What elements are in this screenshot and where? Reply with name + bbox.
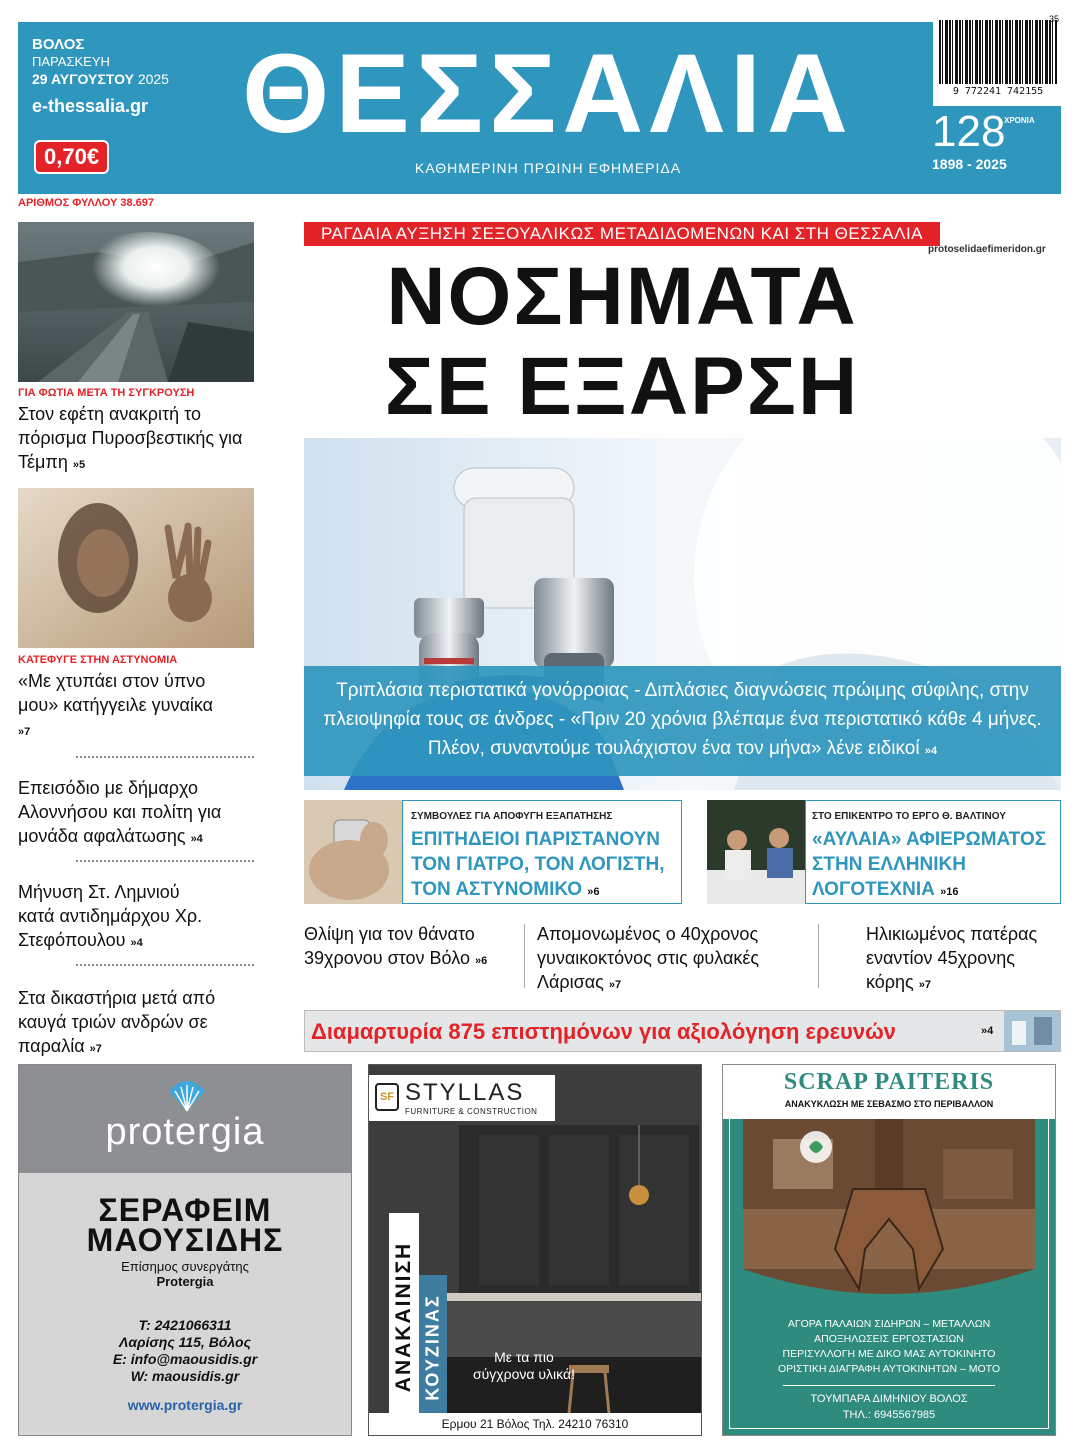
date: [32, 70, 169, 88]
protergia-logo: protergia: [105, 1111, 265, 1153]
scientists-protest-banner[interactable]: [304, 1010, 1061, 1052]
left-story-1-text: Στον εφέτη ανακριτή το πόρισμα Πυροσβεστικής για Τέμπη: [18, 404, 243, 472]
scrap-tagline: ΑΝΑΚΥΚΛΩΣΗ ΜΕ ΣΕΒΑΣΜΟ ΣΤΟ ΠΕΡΙΒΑΛΛΟΝ: [784, 1099, 994, 1109]
partner-info: [19, 1259, 351, 1289]
left-story-5[interactable]: [18, 986, 228, 1061]
styllas-tagline: FURNITURE & CONSTRUCTION: [405, 1107, 538, 1116]
main-story-kicker: ΡΑΓΔΑΙΑ ΑΥΞΗΣΗ ΣΕΞΟΥΑΛΙΚΩΣ ΜΕΤΑΔΙΔΟΜΕΝΩΝ ΚΑΙ ΣΤΗ ΘΕΣΣΑΛΙΑ: [304, 222, 940, 246]
newspaper-subtitle: ΚΑΘΗΜΕΡΙΝΗ ΠΡΩΙΝΗ ΕΦΗΜΕΡΙΔΑ: [414, 160, 682, 176]
years-count: 128: [932, 107, 1006, 156]
left-story-4-text: Μήνυση Στ. Λημνιού κατά αντιδημάρχου Χρ. Στεφόπουλου: [18, 882, 203, 950]
page-ref: »7: [918, 979, 931, 991]
styllas-address: Ερμου 21 Βόλος Τηλ. 24210 76310: [369, 1413, 701, 1435]
city: ΒΟΛΟΣ: [32, 36, 85, 53]
styllas-ad[interactable]: [368, 1064, 702, 1436]
protergia-header: [19, 1065, 351, 1173]
sub-story-1[interactable]: [402, 800, 682, 904]
scrap-header: [723, 1065, 1055, 1119]
slogan-line-2: σύγχρονα υλικά!: [473, 1366, 575, 1382]
woman-hand-image: [18, 488, 254, 648]
woman-hand-photo[interactable]: [18, 488, 254, 648]
page-ref: »7: [608, 979, 622, 991]
page-ref: »6: [474, 955, 488, 967]
barcode-issue: 35: [1048, 14, 1059, 24]
years-range: 1898 - 2025: [932, 156, 1007, 172]
sub-story-1-kicker: ΣΥΜΒΟΥΛΕΣ ΓΙΑ ΑΠΟΦΥΓΗ ΕΞΑΠΑΤΗΣΗΣ: [411, 811, 613, 822]
years-label: ΧΡΟΝΙΑ: [1004, 116, 1035, 125]
highway-fire-image: [18, 222, 254, 382]
page-ref: »4: [130, 937, 143, 949]
sub-story-2[interactable]: [805, 800, 1061, 904]
website-link[interactable]: e-thessalia.gr: [32, 96, 149, 116]
page-ref: »4: [924, 745, 938, 757]
anniversary-badge: [932, 107, 1052, 172]
page-ref: »4: [190, 833, 203, 845]
scrap-paiteris-ad[interactable]: [722, 1064, 1056, 1436]
column-divider: [818, 924, 819, 988]
sub-story-1-title: [411, 827, 679, 905]
left-story-4[interactable]: [18, 880, 218, 955]
vertical-label-1: ΑΝΑΚΑΙΝΙΣΗ: [392, 1241, 415, 1393]
main-headline[interactable]: [304, 252, 940, 432]
vertical-label-box-2: [419, 1275, 447, 1427]
protergia-ad[interactable]: [18, 1064, 352, 1436]
brief-2[interactable]: [537, 922, 807, 997]
left-story-5-text: Στα δικαστήρια μετά από καυγά τριών ανδρών σε παραλία: [18, 988, 216, 1056]
left-story-2-kicker: ΚΑΤΕΦΥΓΕ ΣΤΗΝ ΑΣΤΥΝΟΜΙΑ: [18, 654, 178, 666]
divider: [76, 964, 254, 966]
protergia-shell-icon: [167, 1077, 207, 1113]
maousidis-logo: [19, 1192, 351, 1258]
newspaper-logo: ΘΕΣΣΑΛΙΑ: [242, 31, 854, 156]
service-1: ΑΓΟΡΑ ΠΑΛΑΙΩΝ ΣΙΔΗΡΩΝ – ΜΕΤΑΛΛΩΝ: [787, 1318, 991, 1330]
service-2: ΑΠΟΞΗΛΩΣΕΙΣ ΕΡΓΟΣΤΑΣΙΩΝ: [814, 1333, 964, 1345]
partner-role: Επίσημος συνεργάτης: [121, 1259, 249, 1274]
left-story-3[interactable]: [18, 776, 258, 851]
brief-1[interactable]: [304, 922, 514, 973]
maousidis-name-2: ΜΑΟΥΣΙΔΗΣ: [86, 1222, 284, 1258]
date-day-month: 29 ΑΥΓΟΥΣΤΟΥ: [32, 71, 134, 87]
vertical-label-2: ΚΟΥΖΙΝΑΣ: [422, 1294, 443, 1401]
page-ref: »4: [981, 1025, 994, 1037]
page-ref: »16: [940, 886, 959, 898]
highway-fire-photo[interactable]: [18, 222, 254, 382]
sub-story-1-title-text: ΕΠΙΤΗΔΕΙΟΙ ΠΑΡΙΣΤΑΝΟΥΝ ΤΟΝ ΓΙΑΤΡΟ, ΤΟΝ ΛΟΓΙΣΤΗ, ΤΟΝ ΑΣΤΥΝΟΜΙΚΟ: [411, 829, 665, 900]
column-divider: [524, 924, 525, 988]
service-4: ΟΡΙΣΤΙΚΗ ΔΙΑΓΡΑΦΗ ΑΥΤΟΚΙΝΗΤΩΝ – ΜΟΤΟ: [777, 1363, 1001, 1375]
email: E: info@maousidis.gr: [112, 1351, 258, 1367]
styllas-slogan: [473, 1349, 575, 1383]
brief-3-text: Ηλικιωμένος πατέρας εναντίον 45χρονης κόρης: [866, 924, 1038, 992]
protergia-url[interactable]: www.protergia.gr: [127, 1397, 243, 1413]
brief-3[interactable]: [866, 922, 1061, 997]
barcode-bars: [939, 20, 1057, 84]
partner-brand: Protergia: [156, 1274, 214, 1289]
banner-text: Διαμαρτυρία 875 επιστημόνων για αξιολόγηση ερευνών: [311, 1019, 896, 1044]
headline-line-1: ΝΟΣΗΜΑΤΑ: [386, 251, 858, 342]
day: ΠΑΡΑΣΚΕΥΗ: [32, 54, 110, 69]
lab-thumbnail: [1004, 1011, 1060, 1051]
page-ref: »7: [18, 726, 31, 738]
contact-info: [19, 1317, 351, 1385]
sub-story-2-title-text: «ΑΥΛΑΙΑ» ΑΦΙΕΡΩΜΑΤΟΣ ΣΤΗΝ ΕΛΛΗΝΙΚΗ ΛΟΓΟΤΕΧΝΙΑ: [812, 829, 1047, 900]
watermark: protoselidaefimeridon.gr: [928, 244, 1046, 255]
elderly-phone-image: [304, 800, 402, 904]
address: Λαρίσης 115, Βόλος: [119, 1334, 251, 1350]
literature-event-image: [707, 800, 805, 904]
masthead: [18, 14, 1061, 194]
divider: [76, 860, 254, 862]
styllas-brand: STYLLAS: [405, 1079, 525, 1106]
vertical-label-box-1: [389, 1213, 419, 1427]
barcode-number: 9 772241 742155: [952, 86, 1044, 97]
date-year: 2025: [137, 71, 169, 87]
web: W: maousidis.gr: [130, 1368, 240, 1384]
phone: Τ: 2421066311: [138, 1317, 232, 1333]
left-story-3-text: Επεισόδιο με δήμαρχο Αλοννήσου και πολίτη για μονάδα αφαλάτωσης: [18, 778, 222, 846]
page-ref: »7: [89, 1043, 102, 1055]
brief-1-text: Θλίψη για τον θάνατο 39χρονου στον Βόλο: [304, 924, 475, 968]
literature-event-photo[interactable]: [707, 800, 805, 904]
scrap-divider: [783, 1385, 995, 1386]
scrap-contact: [723, 1391, 1055, 1423]
service-3: ΠΕΡΙΣΥΛΛΟΓΗ ΜΕ ΔΙΚΟ ΜΑΣ ΑΥΤΟΚΙΝΗΤΟ: [782, 1348, 996, 1360]
masthead-info: [32, 36, 169, 118]
brief-2-text: Απομονωμένος ο 40χρονος γυναικοκτόνος στις φυλακές Λάρισας: [537, 924, 760, 992]
headline-line-2: ΣΕ ΕΞΑΡΣΗ: [384, 341, 860, 432]
slogan-line-1: Με τα πιο: [494, 1349, 554, 1365]
price-badge: 0,70€: [34, 140, 109, 174]
left-story-2[interactable]: [18, 669, 218, 744]
scrap-brand: SCRAP PAITERIS: [783, 1069, 995, 1095]
left-story-1-kicker: ΓΙΑ ΦΩΤΙΑ ΜΕΤΑ ΤΗ ΣΥΓΚΡΟΥΣΗ: [18, 387, 195, 399]
scrap-grapple-image: [743, 1119, 1035, 1305]
caption-text: Τριπλάσια περιστατικά γονόρροιας - Διπλάσιες διαγνώσεις πρώιμης σύφιλης, στην πλειοψηφία τους σε άνδρες - «Πριν 20 χρόνια βλέπαμε ένα περιστατικό κάθε 4 μήνες. Πλέον, συναντούμε τουλάχιστον ένα τον μήνα» λένε ειδικοί: [323, 680, 1042, 759]
scrap-phone: ΤΗΛ.: 6945567985: [842, 1409, 936, 1421]
left-story-2-text: «Με χτυπάει στον ύπνο μου» κατήγγειλε γυναίκα: [18, 671, 214, 715]
divider: [76, 756, 254, 758]
page-ref: »5: [72, 459, 86, 471]
scrap-services: [723, 1317, 1055, 1377]
styllas-header: [369, 1075, 555, 1121]
issue-number: ΑΡΙΘΜΟΣ ΦΥΛΛΟΥ 38.697: [18, 197, 154, 209]
sub-story-2-kicker: ΣΤΟ ΕΠΙΚΕΝΤΡΟ ΤΟ ΕΡΓΟ Θ. ΒΑΛΤΙΝΟΥ: [812, 811, 1006, 822]
left-story-1[interactable]: [18, 402, 258, 477]
scrap-location: ΤΟΥΜΠΑΡΑ ΔΙΜΗΝΙΟΥ ΒΟΛΟΣ: [810, 1393, 968, 1405]
maousidis-name-1: ΣΕΡΑΦΕΙΜ: [98, 1192, 272, 1228]
barcode: [933, 14, 1063, 106]
styllas-logo-mark: SF: [375, 1083, 399, 1111]
page-ref: »6: [587, 886, 600, 898]
main-story-caption[interactable]: [304, 666, 1061, 776]
sub-story-2-title: [812, 827, 1058, 905]
elderly-phone-photo[interactable]: [304, 800, 402, 904]
